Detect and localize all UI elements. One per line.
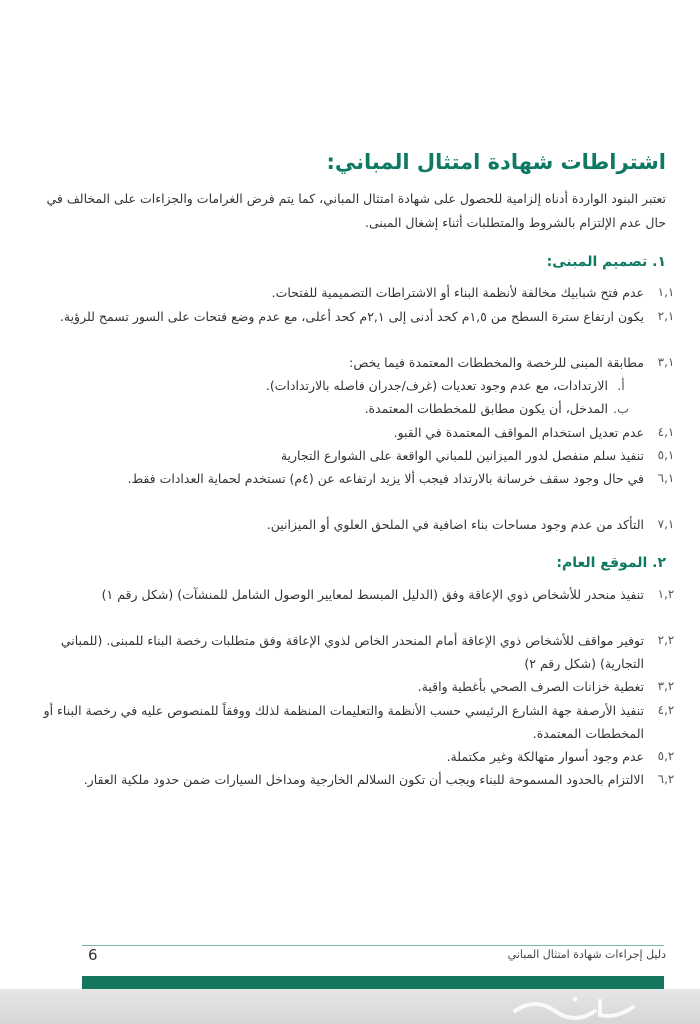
section-heading-general-site: ٢. الموقع العام: [556, 555, 666, 571]
item-number: ١,٢ [657, 587, 675, 601]
sub-item-text: الارتدادات، مع عدم وجود تعديات (غرف/جدران فاصله بالارتدادات). [265, 378, 609, 393]
item-text: الالتزام بالحدود المسموحة للبناء ويجب أن تكون السلالم الخارجية ومداخل السيارات ضمن حدود ملكية العقار. [83, 772, 644, 787]
item-number: ٤,١ [657, 425, 675, 439]
item-number: ١,١ [657, 285, 675, 299]
sub-item [30, 398, 630, 420]
watermark-logo-icon [505, 989, 645, 1024]
sub-item-text: المدخل، أن يكون مطابق للمخططات المعتمدة. [364, 401, 609, 416]
page-title: اشتراطات شهادة امتثال المباني: [326, 150, 666, 174]
footer-accent-bar [82, 976, 664, 989]
intro-paragraph: تعتبر البنود الواردة أدناه إلزامية للحصول على شهادة امتثال المباني، كما يتم فرض الغرامات والجزاءات على المخالف في حال عدم الإلتزام بالشروط والمتطلبات أثناء إشغال المبنى. [46, 191, 666, 230]
item-number: ٥,٢ [657, 749, 675, 763]
sub-item-marker: ب. [613, 401, 629, 416]
sub-item [30, 375, 630, 397]
item-text: يكون ارتفاع سترة السطح من ١,٥م كحد أدنى إلى ٢,١م كحد أعلى، مع عدم وضع فتحات على السور تسمح للرؤية. [59, 309, 644, 324]
item-text: التأكد من عدم وجود مساحات بناء اضافية في الملحق العلوي أو الميزانين. [266, 517, 644, 532]
item-text: عدم تعديل استخدام المواقف المعتمدة في القبو. [393, 425, 644, 440]
footer-divider [82, 945, 664, 946]
page-number: 6 [88, 946, 98, 964]
item-number: ٢,٢ [657, 633, 675, 647]
item-number: ٢,١ [657, 309, 675, 323]
footer-document-title: دليل إجراءات شهادة امتثال المباني [507, 948, 666, 961]
section-heading-building-design: ١. تصميم المبنى: [546, 254, 666, 270]
item-text: في حال وجود سقف خرسانة بالارتداد فيجب ألا يزيد ارتفاعه عن (٤م) تستخدم لحماية العدادات فقط. [127, 471, 644, 486]
item-text: تنفيذ الأرصفة جهة الشارع الرئيسي حسب الأنظمة والتعليمات المنظمة لذلك ووفقاً للمنصوص عليه في رخصة البناء أو المخططات المعتمدة. [43, 703, 644, 741]
sub-item-marker: أ. [617, 378, 625, 393]
item-text: تنفيذ سلم منفصل لدور الميزانين للمباني الواقعة على الشوارع التجارية [280, 448, 644, 463]
item-text: مطابقة المبنى للرخصة والمخططات المعتمدة فيما يخص: [349, 355, 644, 370]
item-text: تنفيذ منحدر للأشخاص ذوي الإعاقة وفق (الدليل المبسط لمعايير الوصول الشامل للمنشآت) (شكل رقم ١) [101, 587, 644, 602]
item-number: ٧,١ [657, 517, 675, 531]
item-number: ٤,٢ [657, 703, 675, 717]
item-number: ٣,١ [657, 355, 675, 369]
item-text: تغطية خزانات الصرف الصحي بأغطية واقية. [417, 679, 644, 694]
item-text: توفير مواقف للأشخاص ذوي الإعاقة أمام المنحدر الخاص لذوي الإعاقة وفق متطلبات رخصة البناء للمبنى. (للمباني التجارية) (شكل رقم ٢) [60, 633, 644, 671]
item-number: ٦,٢ [657, 772, 675, 786]
item-number: ٥,١ [657, 448, 675, 462]
item-number: ٣,٢ [657, 679, 675, 693]
item-number: ٦,١ [657, 471, 675, 485]
item-text: عدم وجود أسوار متهالكة وغير مكتملة. [446, 749, 644, 764]
item-text: عدم فتح شبابيك مخالفة لأنظمة البناء أو الاشتراطات التصميمية للفتحات. [271, 285, 644, 300]
